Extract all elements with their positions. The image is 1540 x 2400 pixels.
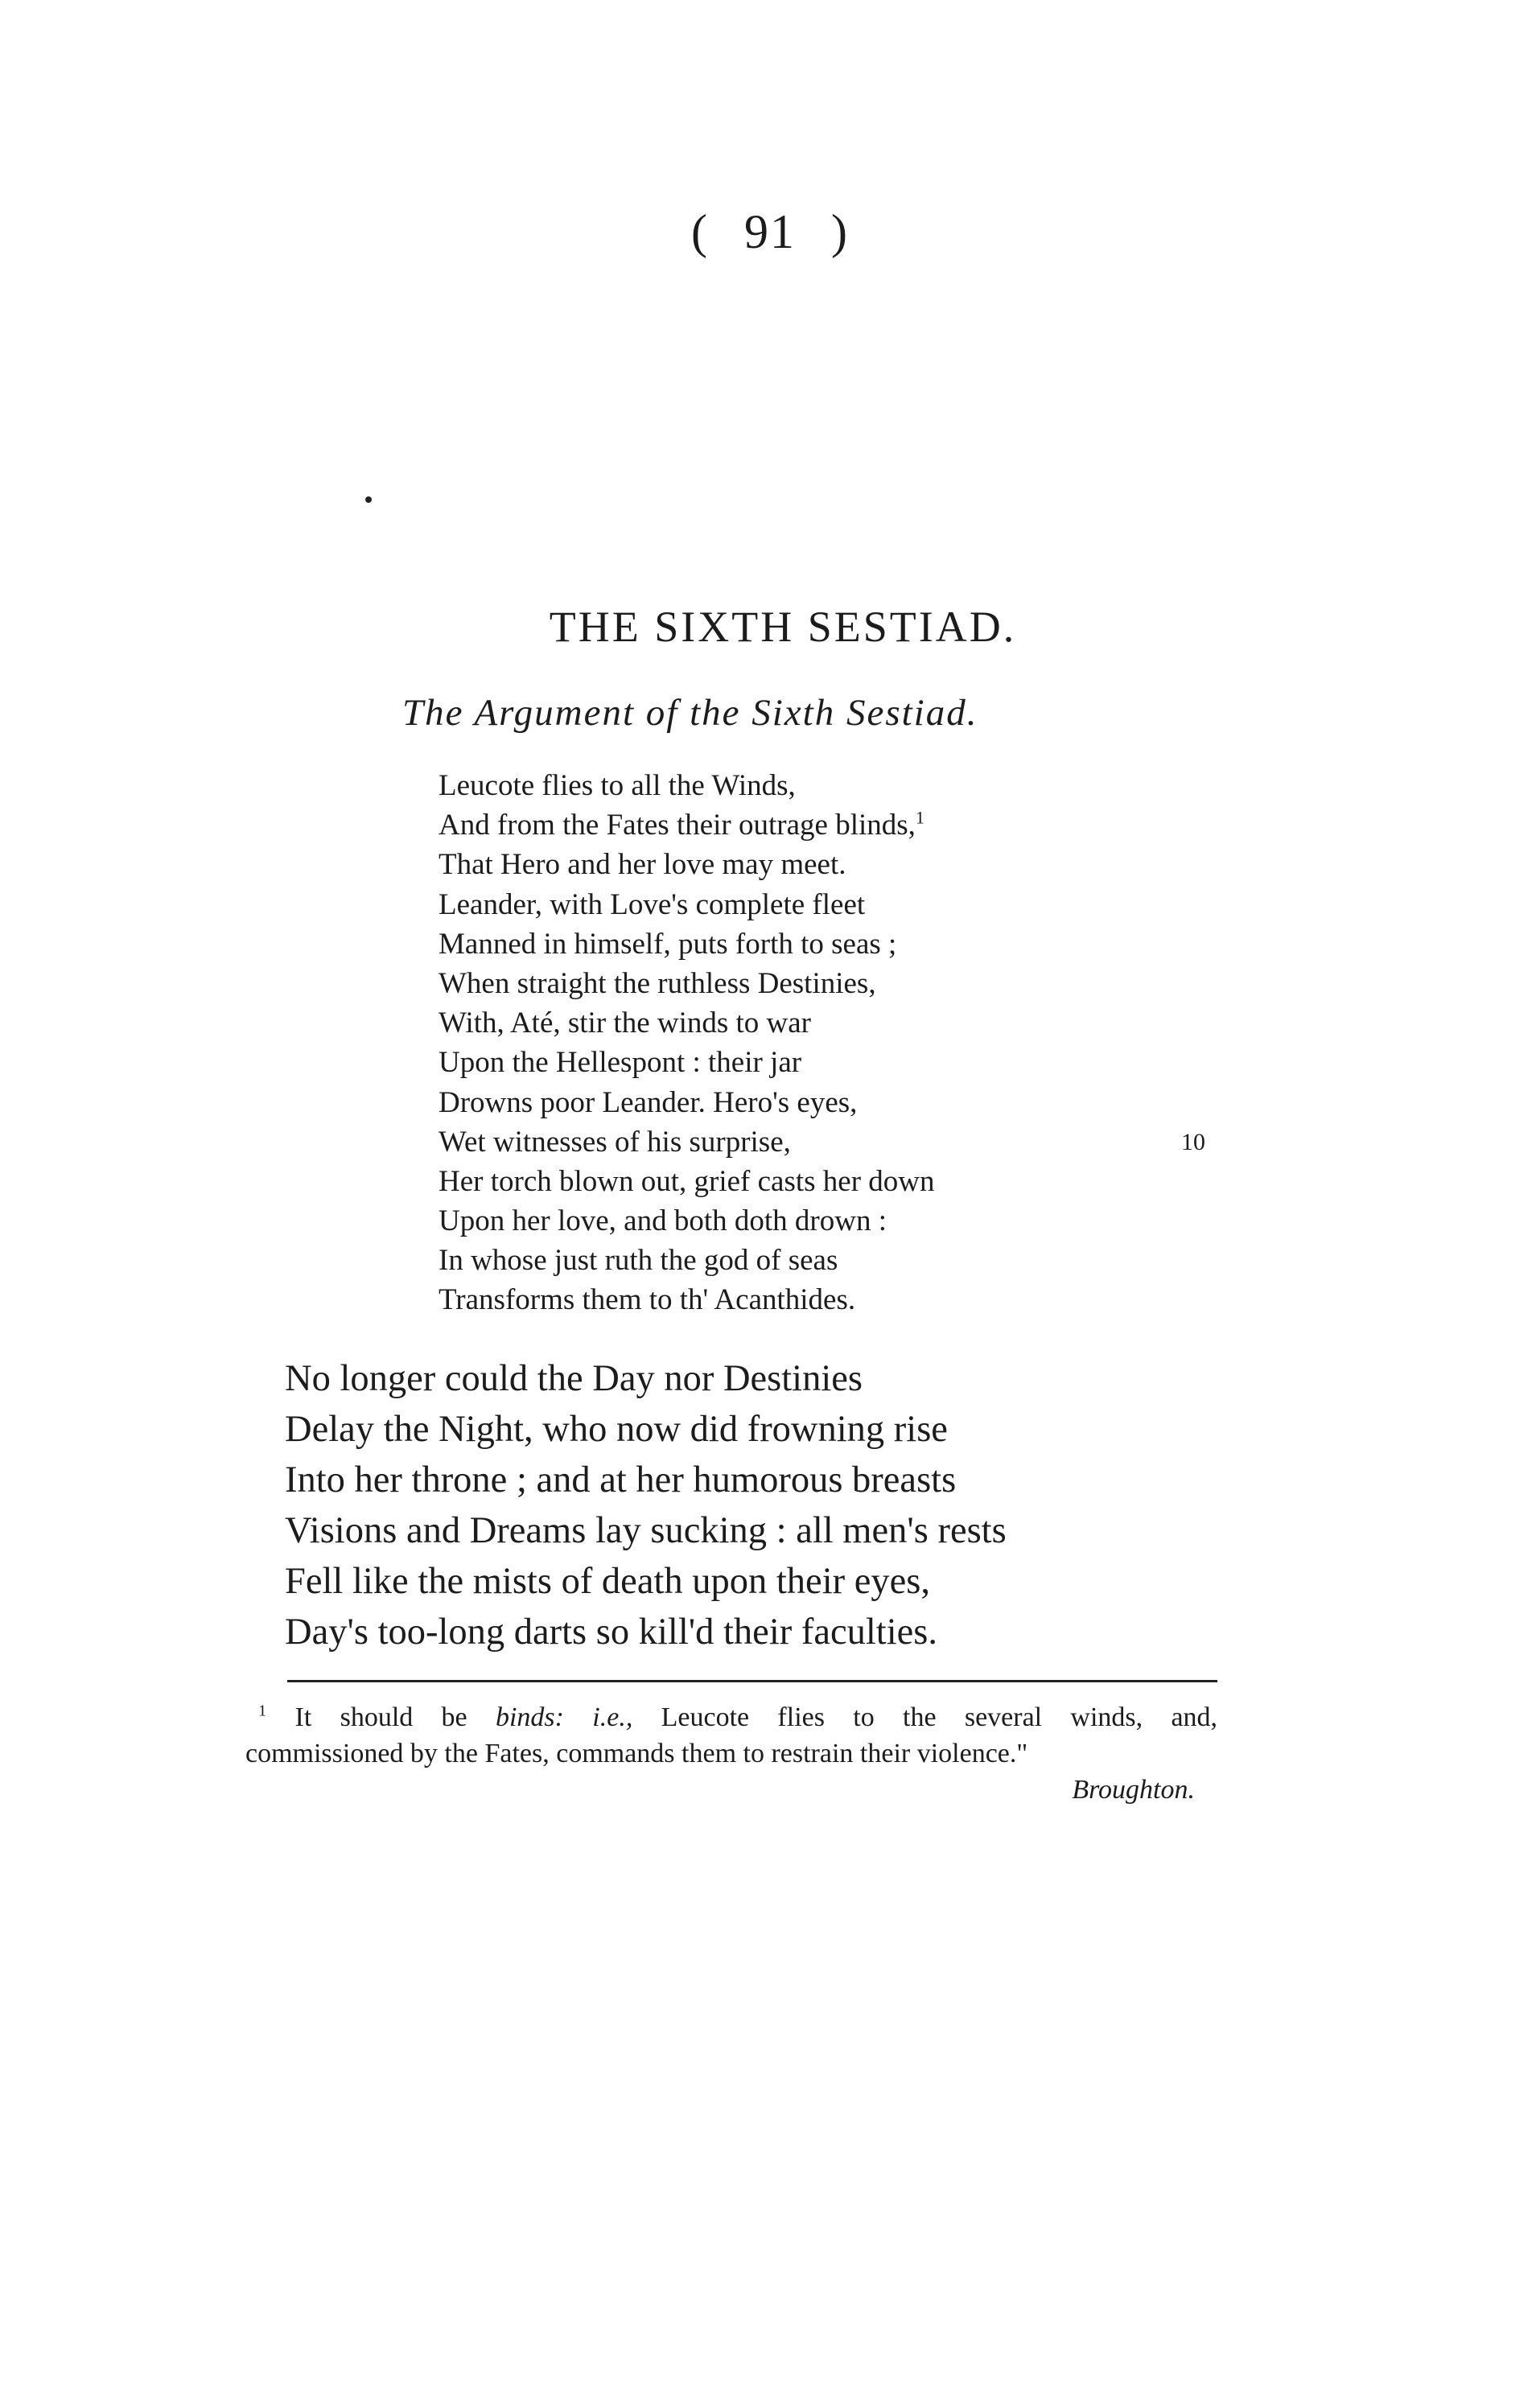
page-number-open-paren: (	[691, 205, 709, 258]
footnote	[245, 1699, 1217, 1808]
page-number-close-paren: )	[831, 205, 849, 258]
page-number	[0, 205, 1540, 258]
footnote-divider	[287, 1680, 1217, 1682]
argument-line: Transforms them to th' Acanthides.	[439, 1283, 856, 1317]
argument-line: When straight the ruthless Destinies,	[439, 966, 876, 1000]
footnote-line: $^1$ It should be binds: i.e., Leucote flies to the several winds, and,	[258, 1702, 1218, 1732]
argument-heading: The Argument of the Sixth Sestiad.	[402, 692, 978, 734]
argument-line: Leander, with Love's complete fleet	[439, 887, 866, 921]
argument-line: That Hero and her love may meet.	[439, 848, 846, 882]
line-number: 10	[1181, 1128, 1205, 1155]
poem-line: Fell like the mists of death upon their eyes,	[285, 1561, 930, 1602]
argument-line: Leucote flies to all the Winds,	[439, 769, 796, 802]
stray-ink-dot	[365, 496, 372, 503]
poem-line: Day's too-long darts so kill'd their faculties.	[285, 1612, 937, 1653]
argument-verse	[439, 766, 1243, 1320]
argument-line: Her torch blown out, grief casts her down	[439, 1164, 935, 1198]
argument-line: Drowns poor Leander. Hero's eyes,	[439, 1085, 858, 1119]
argument-line: Wet witnesses of his surprise, 10	[439, 1122, 1243, 1162]
footnote-line: commissioned by the Fates, commands them to restrain their violence."	[245, 1739, 1028, 1768]
poem-body	[285, 1353, 1007, 1657]
argument-line: With, Até, stir the winds to war	[439, 1007, 812, 1040]
poem-line: Delay the Night, who now did frowning rise	[285, 1409, 948, 1450]
argument-line: And from the Fates their outrage blinds,$^1$	[439, 807, 924, 842]
footnote-attribution: Broughton.	[1072, 1775, 1195, 1805]
argument-line: In whose just ruth the god of seas	[439, 1244, 838, 1278]
section-title: THE SIXTH SESTIAD.	[549, 603, 1017, 651]
poem-line: Into her throne ; and at her humorous breasts	[285, 1459, 957, 1501]
argument-line: Manned in himself, puts forth to seas ;	[439, 927, 897, 961]
argument-line: Upon the Hellespont : their jar	[439, 1046, 802, 1080]
footnote-marker: 1	[258, 1702, 267, 1720]
poem-line: No longer could the Day nor Destinies	[285, 1358, 863, 1399]
poem-line: Visions and Dreams lay sucking : all men's rests	[285, 1510, 1007, 1551]
footnote-reference: 1	[915, 807, 924, 828]
argument-line: Upon her love, and both doth drown :	[439, 1204, 887, 1238]
page-number-value: 91	[744, 205, 796, 258]
